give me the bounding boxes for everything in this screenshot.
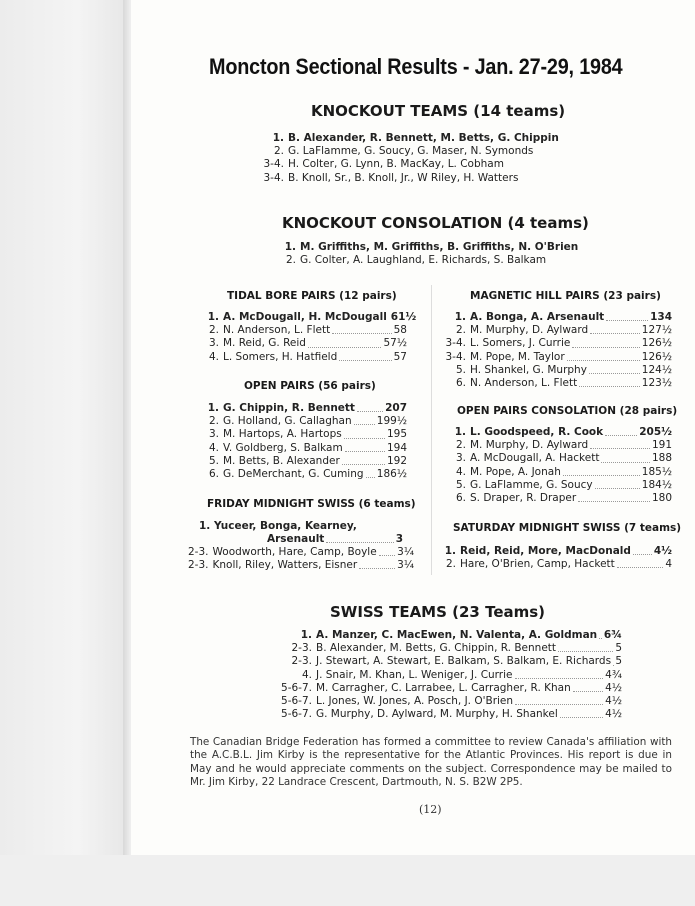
rank: 2. [208,415,219,428]
dot-leader [589,364,640,374]
names: M. Hartops, A. Hartops [223,428,342,441]
score: 126½ [641,350,672,363]
table-row [440,337,672,350]
rank: 1. [454,426,466,438]
dot-leader [558,642,613,652]
names: M. Murphy, D. Aylward [470,324,589,337]
rank: 5. [455,363,466,376]
table-row [195,442,407,455]
table-row [188,559,414,572]
score: 195 [386,428,407,441]
score: 4½ [605,695,622,708]
names: A. Manzer, C. MacEwen, N. Valenta, A. Goldman [316,629,598,641]
rank: 4. [208,350,219,363]
dot-leader [590,324,640,334]
rank: 3-4. [445,350,466,363]
score: 5 [615,655,622,668]
dot-leader [606,311,648,321]
dot-leader [601,452,649,462]
dot-leader [332,324,391,334]
score: 192 [386,454,407,467]
table-row [270,254,590,267]
rank: 1. [284,241,296,253]
names: A. McDougall, H. McDougall [223,311,387,323]
dot-leader [560,708,603,718]
table-row [440,377,672,390]
dot-leader [515,669,604,679]
dot-leader [578,492,650,502]
dot-leader [633,545,652,555]
rank: 1. [272,132,284,144]
rank: 6. [455,377,466,390]
names: V. Goldberg, S. Balkam [223,441,343,454]
names: J. Stewart, A. Stewart, E. Balkam, S. Balkam, E. Richards [316,655,612,668]
rank: 2. [208,324,219,337]
rank: 3-4. [263,158,284,171]
consolation-heading: KNOCKOUT CONSOLATION (4 teams) [282,214,589,232]
table-row [440,466,672,479]
tidal-heading: TIDAL BORE PAIRS (12 pairs) [227,290,397,302]
table-row [442,545,672,558]
dot-leader [515,695,603,705]
names: H. Shankel, G. Murphy [470,363,587,376]
names: B. Knoll, Sr., B. Knoll, Jr., W Riley, H. Watters [288,171,519,184]
saturday-heading: SATURDAY MIDNIGHT SWISS (7 teams) [453,522,682,534]
friday-winner [195,520,407,546]
names: M. Pope, A. Jonah [470,465,561,478]
page-fold-shadow [123,0,131,906]
table-row [195,351,407,364]
friday-heading: FRIDAY MIDNIGHT SWISS (6 teams) [207,498,416,510]
dot-leader [599,629,602,639]
knockout-list [258,132,578,185]
dot-leader [344,428,385,438]
table-row [440,324,672,337]
table-row [258,145,578,158]
table-row [195,324,407,337]
score: 57 [393,350,407,363]
table-row [195,455,407,468]
dot-leader [342,455,385,465]
federation-notice: The Canadian Bridge Federation has formed a committee to review Canada's affiliation with the A.C.B.L. Jim Kirby is the representative for the Atlantic Provinces. His report is due in May and he would appreciate comments on the subject. Correspondence may be mailed to Mr. Jim Kirby, 22 Landrace Crescent, Dartmouth, N. S. B2W 2P5. [190,736,672,789]
names: L. Goodspeed, R. Cook [470,426,604,438]
names: Woodworth, Hare, Camp, Boyle [212,546,377,558]
score: 207 [385,402,407,414]
dot-leader [595,479,640,489]
column-divider [431,285,432,575]
names: M. Pope, M. Taylor [470,350,565,363]
magnetic-heading: MAGNETIC HILL PAIRS (23 pairs) [470,290,661,302]
names: S. Draper, R. Draper [470,492,577,505]
rank: 2. [285,254,296,267]
names: L. Somers, J. Currie [470,337,571,350]
rank: 4. [301,668,312,681]
table-row [195,415,407,428]
dot-leader [379,546,395,556]
table-row [262,708,622,721]
dot-leader [366,468,375,478]
table-row [195,311,417,324]
names: L. Jones, W. Jones, A. Posch, J. O'Brien [316,695,514,708]
scan-bottom-margin [0,855,695,906]
magnetic-list [440,311,672,390]
table-row [440,311,672,324]
score: 6¾ [603,629,622,641]
rank: 3-4. [263,171,284,184]
rank: 5. [455,478,466,491]
table-row [270,241,590,254]
rank: 2-3. [188,546,209,558]
rank: 1. [454,311,466,323]
rank: 5-6-7. [281,681,312,694]
open-pairs-list [195,402,407,481]
saturday-list [442,545,672,571]
table-row [262,629,622,642]
rank: 2-3. [188,559,209,572]
table-row [195,337,407,350]
table-row [262,695,622,708]
score: 127½ [641,324,672,337]
score: 4½ [653,545,672,557]
score: 185½ [641,465,672,478]
table-row [258,172,578,185]
score: 4 [665,558,672,571]
table-row [262,642,622,655]
score: 57½ [383,337,407,350]
names: M. Reid, G. Reid [223,337,306,350]
names: G. Chippin, R. Bennett [223,402,355,414]
tidal-list [195,311,417,364]
rank: 4. [455,465,466,478]
names: M. Murphy, D. Aylward [470,439,589,452]
rank: 1. [207,311,219,323]
rank: 4. [208,441,219,454]
table-row [195,402,407,415]
score: 205½ [639,426,672,438]
names: G. Murphy, D. Aylward, M. Murphy, H. Shankel [316,708,558,721]
table-row [440,426,672,439]
score: 3¼ [397,546,414,558]
consolation-list [270,241,590,267]
table-row [440,351,672,364]
rank: 3. [455,452,466,465]
names: J. Snair, M. Khan, L. Weniger, J. Currie [316,668,513,681]
score: 180 [651,492,672,505]
table-row [195,428,407,441]
score: 188 [651,452,672,465]
names: M. Griffiths, M. Griffiths, B. Griffiths, N. O'Brien [300,241,579,253]
names: N. Anderson, L. Flett [470,377,578,390]
score: 186½ [376,468,407,481]
score: 58 [393,324,407,337]
names: A. Bonga, A. Arsenault [470,311,605,323]
names: B. Alexander, R. Bennett, M. Betts, G. Chippin [288,132,559,144]
table-row [195,533,407,546]
table-row [195,520,407,533]
score: 194 [386,441,407,454]
winner-score: 3 [395,533,403,546]
table-row [442,558,672,571]
dot-leader [605,426,637,436]
page-number: (12) [419,803,442,816]
table-row [258,132,578,145]
rank: 2. [455,439,466,452]
names: G. LaFlamme, G. Soucy [470,478,593,491]
table-row [195,468,407,481]
rank: 1. [207,402,219,414]
names: M. Carragher, C. Larrabee, L. Carragher, R. Khan [316,681,571,694]
table-row [262,655,622,668]
names: G. LaFlamme, G. Soucy, G. Maser, N. Symonds [288,145,534,158]
dot-leader [563,466,640,476]
rank: 3. [208,428,219,441]
rank: 2-3. [291,642,312,655]
rank: 5. [208,454,219,467]
names: Hare, O'Brien, Camp, Hackett [460,558,615,571]
table-row [262,682,622,695]
dot-leader [573,682,603,692]
score: 4½ [605,681,622,694]
dot-leader [572,337,639,347]
score: 199½ [376,415,407,428]
dot-leader [617,558,664,568]
score: 4¾ [605,668,622,681]
table-row [440,492,672,505]
swiss-list [262,629,622,721]
rank: 1. [444,545,456,557]
open-consolation-list [440,426,672,505]
winner-line2: Arsenault [267,533,325,546]
open-pairs-heading: OPEN PAIRS (56 pairs) [244,380,376,392]
rank: 2-3. [291,655,312,668]
dot-leader [567,351,640,361]
table-row [188,546,414,559]
names: H. Colter, G. Lynn, B. MacKay, L. Cobham [288,158,504,171]
score: 4½ [605,708,622,721]
names: L. Somers, H. Hatfield [223,350,338,363]
table-row [440,479,672,492]
dot-leader [339,351,391,361]
rank: 6. [455,492,466,505]
score: 5 [615,642,622,655]
rank: 3. [208,337,219,350]
dot-leader [326,533,393,543]
open-consolation-heading: OPEN PAIRS CONSOLATION (28 pairs) [457,405,678,417]
dot-leader [345,442,385,452]
rank: 2. [445,558,456,571]
score: 134 [650,311,672,323]
score: 61½ [390,311,417,323]
score: 124½ [641,363,672,376]
score: 3¼ [397,559,414,572]
names: G. Colter, A. Laughland, E. Richards, S. Balkam [300,254,547,267]
table-row [440,439,672,452]
dot-leader [308,337,381,347]
table-row [440,364,672,377]
dot-leader [354,415,375,425]
dot-leader [359,559,395,569]
names: G. Holland, G. Callaghan [223,415,352,428]
rank: 2. [273,145,284,158]
names: G. DeMerchant, G. Cuming [223,468,364,481]
rank: 3-4. [445,337,466,350]
score: 191 [651,439,672,452]
names: A. McDougall, A. Hackett [470,452,600,465]
dot-leader [357,402,383,412]
rank: 5-6-7. [281,695,312,708]
knockout-heading: KNOCKOUT TEAMS (14 teams) [311,102,566,120]
table-row [440,452,672,465]
rank: 2. [455,324,466,337]
rank: 1. [300,629,312,641]
names: M. Betts, B. Alexander [223,454,340,467]
page-title: Moncton Sectional Results - Jan. 27-29, 1984 [209,54,623,79]
names: Knoll, Riley, Watters, Eisner [212,559,358,572]
friday-list [188,546,414,572]
swiss-heading: SWISS TEAMS (23 Teams) [330,603,546,621]
names: N. Anderson, L. Flett [223,324,331,337]
rank: 5-6-7. [281,708,312,721]
names: B. Alexander, M. Betts, G. Chippin, R. Bennett [316,642,557,655]
rank: 6. [208,468,219,481]
table-row [262,669,622,682]
scan-margin [0,0,130,906]
names: Reid, Reid, More, MacDonald [460,545,631,557]
table-row [258,158,578,171]
dot-leader [590,439,650,449]
dot-leader [579,377,640,387]
score: 123½ [641,377,672,390]
score: 126½ [641,337,672,350]
winner-line1: 1. Yuceer, Bonga, Kearney, [199,520,357,532]
score: 184½ [641,478,672,491]
